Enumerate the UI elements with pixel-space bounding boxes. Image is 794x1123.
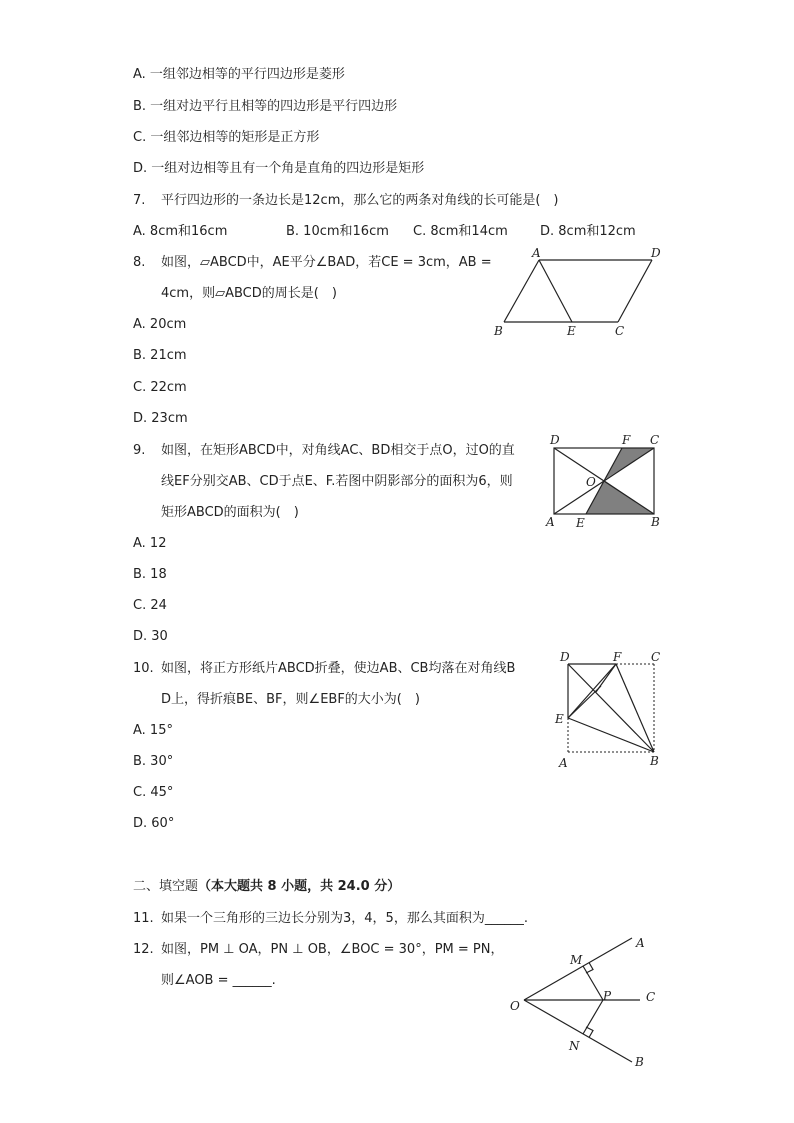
q8-label-d: D [651, 246, 661, 260]
q9-option-c: C. 24 [133, 598, 167, 613]
q10-label-d: D [560, 650, 570, 664]
q10-option-a: A. 15° [133, 723, 173, 738]
q9-label-f: F [622, 433, 631, 447]
q8-label-b: B [494, 324, 503, 338]
q8-option-b: B. 21cm [133, 348, 187, 363]
q9-label-o: O [586, 475, 596, 489]
q10-option-b: B. 30° [133, 754, 174, 769]
q12-label-o: O [510, 999, 520, 1013]
q12-stem-line2: 则∠AOB = ______. [161, 973, 276, 988]
q8-stem-line2: 4cm，则▱ABCD的周长是( ) [161, 286, 337, 301]
q9-label-b: B [651, 515, 660, 529]
q6-option-a: A. 一组邻边相等的平行四边形是菱形 [133, 67, 345, 82]
q9-label-e: E [576, 516, 585, 530]
q10-label-a: A [559, 756, 568, 770]
q7-option-d: D. 8cm和12cm [540, 224, 636, 239]
q7-option-b: B. 10cm和16cm [286, 224, 389, 239]
q6-option-d: D. 一组对边相等且有一个角是直角的四边形是矩形 [133, 161, 425, 176]
q9-label-d: D [550, 433, 560, 447]
q8-option-d: D. 23cm [133, 411, 188, 426]
q12-label-m: M [570, 953, 583, 967]
q8-option-a: A. 20cm [133, 317, 187, 332]
q12-stem-line1: 如图，PM ⊥ OA，PN ⊥ OB，∠BOC = 30°，PM = PN， [161, 942, 504, 957]
q9-stem-line2: 线EF分别交AB、CD于点E、F.若图中阴影部分的面积为6，则 [161, 474, 513, 489]
q10-number: 10. [133, 661, 154, 676]
q8-stem-line1: 如图，▱ABCD中，AE平分∠BAD，若CE = 3cm，AB = [161, 255, 492, 270]
q9-option-d: D. 30 [133, 629, 168, 644]
q7-stem: 平行四边形的一条边长是12cm，那么它的两条对角线的长可能是( ) [161, 193, 559, 208]
q7-option-a: A. 8cm和16cm [133, 224, 228, 239]
q6-option-b: B. 一组对边平行且相等的四边形是平行四边形 [133, 99, 398, 114]
q10-stem-line1: 如图，将正方形纸片ABCD折叠，使边AB、CB均落在对角线B [161, 661, 516, 676]
q12-label-p: P [603, 989, 612, 1003]
q9-number: 9. [133, 443, 146, 458]
q11-number: 11. [133, 911, 154, 926]
q9-stem-line1: 如图，在矩形ABCD中，对角线AC、BD相交于点O，过O的直 [161, 443, 515, 458]
q8-label-a: A [532, 246, 541, 260]
q9-label-a: A [546, 515, 555, 529]
q7-option-c: C. 8cm和14cm [413, 224, 508, 239]
q10-label-f: F [613, 650, 622, 664]
q12-number: 12. [133, 942, 154, 957]
q12-label-a: A [636, 936, 645, 950]
q7-number: 7. [133, 193, 146, 208]
q9-option-a: A. 12 [133, 536, 167, 551]
q8-number: 8. [133, 255, 146, 270]
q10-label-c: C [651, 650, 661, 664]
q12-ray-oa [524, 938, 632, 1000]
q11-stem: 如果一个三角形的三边长分别为3，4，5，那么其面积为______. [161, 911, 528, 926]
q10-label-b: B [650, 754, 659, 768]
q12-label-b: B [635, 1055, 644, 1069]
q8-option-c: C. 22cm [133, 380, 187, 395]
q6-option-c: C. 一组邻边相等的矩形是正方形 [133, 130, 320, 145]
q10-option-c: C. 45° [133, 785, 174, 800]
q10-stem-line2: D上，得折痕BE、BF，则∠EBF的大小为( ) [161, 692, 420, 707]
q8-label-c: C [615, 324, 625, 338]
q10-label-e: E [555, 712, 564, 726]
q10-option-d: D. 60° [133, 816, 175, 831]
section2-note: （本大题共 8 小题，共 24.0 分） [198, 879, 401, 894]
q12-segment-pn [583, 1000, 603, 1034]
q9-option-b: B. 18 [133, 567, 167, 582]
q12-segment-pm [583, 966, 603, 1000]
section2-title: 二、填空题 [133, 879, 199, 894]
q9-label-c: C [650, 433, 660, 447]
q12-label-c: C [646, 990, 656, 1004]
q9-stem-line3: 矩形ABCD的面积为( ) [161, 505, 299, 520]
q8-label-e: E [567, 324, 576, 338]
q12-label-n: N [569, 1039, 580, 1053]
